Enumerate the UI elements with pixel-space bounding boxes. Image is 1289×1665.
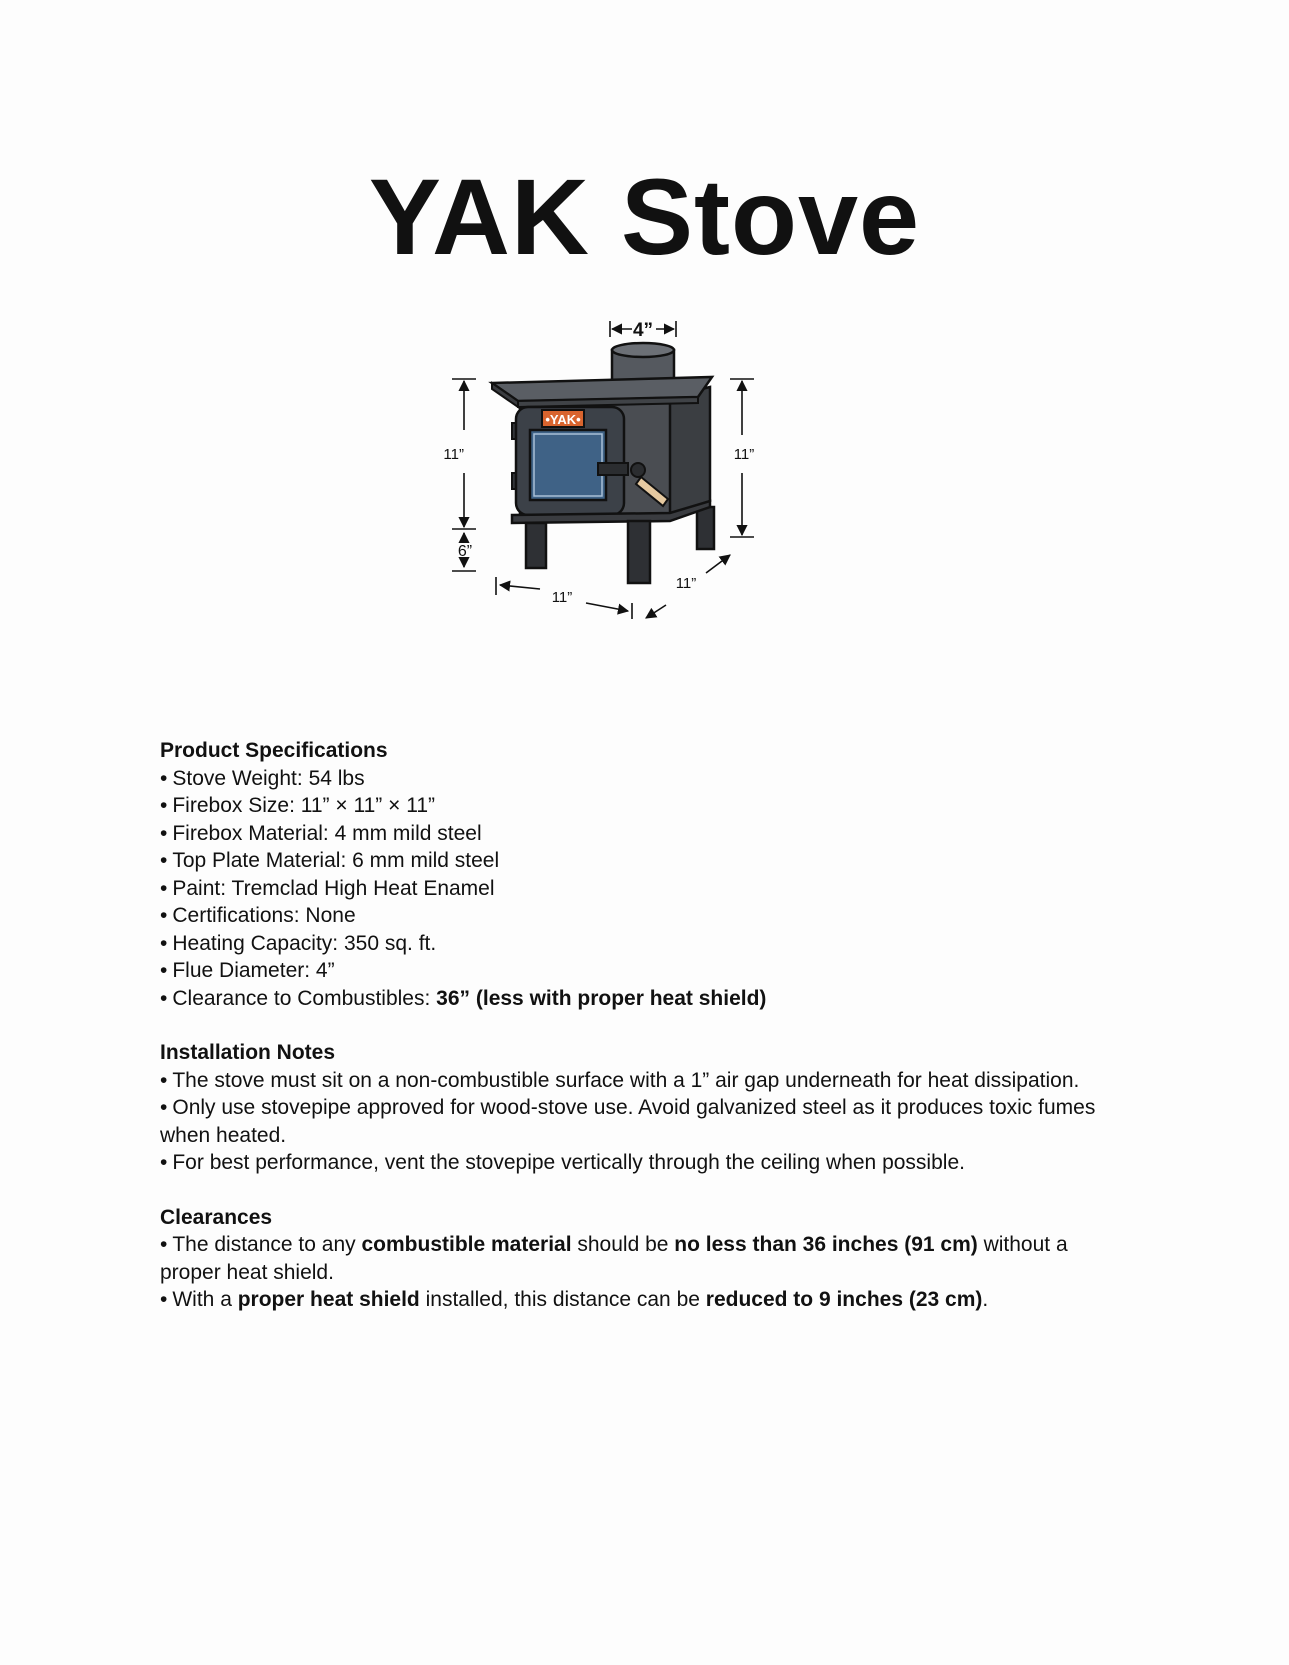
yak-badge-label: •YAK• xyxy=(545,412,581,427)
door-glass xyxy=(530,430,606,500)
stove-side-panel xyxy=(668,387,710,515)
clearance-item: • The distance to any combustible material should be no less than 36 inches (91 cm) without a proper heat shield. xyxy=(160,1233,1068,1284)
width-dimension-label: 11” xyxy=(551,589,573,606)
height-dimension-right-label: 11” xyxy=(733,446,755,463)
content-body xyxy=(160,737,1120,1341)
page-title: YAK Stove xyxy=(368,156,921,277)
depth-dimension-label: 11” xyxy=(675,575,697,592)
spec-item: • Flue Diameter: 4” xyxy=(160,959,335,982)
specs-heading: Product Specifications xyxy=(160,739,388,762)
flue-dimension-label: 4” xyxy=(632,320,654,341)
height-dimension-left xyxy=(443,379,476,529)
height-dimension-right xyxy=(730,379,754,537)
install-item: • Only use stovepipe approved for wood-stove use. Avoid galvanized steel as it produces toxic fumes when heated. xyxy=(160,1096,1096,1147)
clearances-heading: Clearances xyxy=(160,1205,273,1229)
spec-item: • Certifications: None xyxy=(160,904,356,927)
height-dimension-left-label: 11” xyxy=(443,446,464,463)
spec-item: • Stove Weight: 54 lbs xyxy=(160,766,365,790)
clearance-item: • With a proper heat shield installed, this distance can be reduced to 9 inches (23 cm). xyxy=(160,1288,989,1311)
install-item: • For best performance, vent the stovepipe vertically through the ceiling when possible. xyxy=(160,1151,965,1174)
spec-item: • Top Plate Material: 6 mm mild steel xyxy=(160,849,500,872)
flue-dimension xyxy=(610,320,676,341)
leg-front-right xyxy=(628,521,650,583)
stove-diagram xyxy=(443,315,840,665)
leg-height-dimension xyxy=(452,533,476,571)
depth-dimension xyxy=(646,555,730,618)
spec-item: • Paint: Tremclad High Heat Enamel xyxy=(160,876,495,900)
stove-door xyxy=(512,407,624,515)
specs-section xyxy=(160,737,1120,1012)
leg-back-right xyxy=(697,507,714,549)
spec-item: • Clearance to Combustibles: 36” (less with proper heat shield) xyxy=(160,986,767,1010)
spec-item: • Firebox Material: 4 mm mild steel xyxy=(160,821,482,845)
width-dimension xyxy=(496,577,632,619)
spec-item: • Firebox Size: 11” × 11” × 11” xyxy=(160,794,435,817)
install-item: • The stove must sit on a non-combustible surface with a 1” air gap underneath for heat dissipation. xyxy=(160,1068,1080,1092)
spec-item: • Heating Capacity: 350 sq. ft. xyxy=(160,931,437,955)
clearances-section xyxy=(160,1204,1120,1314)
leg-height-dimension-label: 6” xyxy=(457,543,473,560)
install-section xyxy=(160,1039,1120,1177)
install-heading: Installation Notes xyxy=(160,1041,336,1064)
top-plate xyxy=(492,377,712,407)
flue-pipe xyxy=(612,343,674,383)
leg-front-left xyxy=(526,523,546,568)
